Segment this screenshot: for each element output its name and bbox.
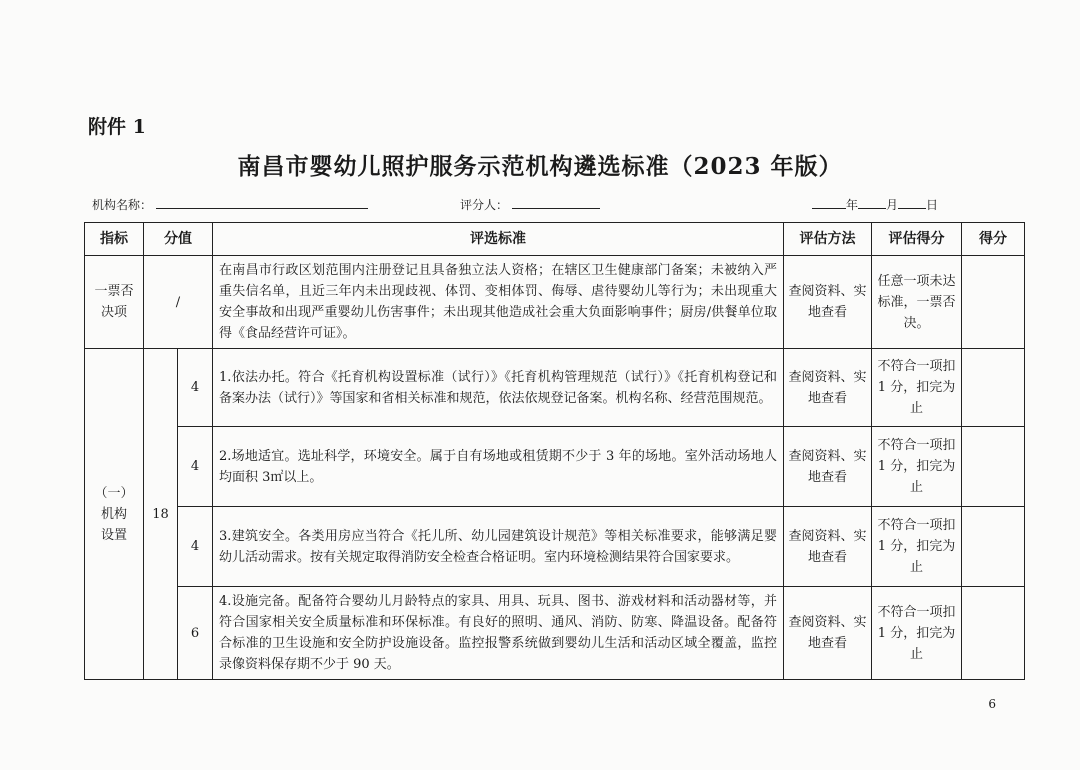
month-label: 月 [886,198,899,212]
month-blank [858,196,886,209]
day-label: 日 [926,198,939,212]
row-method: 查阅资料、实地查看 [784,349,872,427]
row-criteria: 3.建筑安全。各类用房应当符合《托儿所、幼儿园建筑设计规范》等相关标准要求，能够满足婴幼儿活动需求。按有关规定取得消防安全检查合格证明。室内环境检测结果符合国家要求。 [213,507,784,587]
table-row [85,587,1025,680]
row-points: 4 [178,507,213,587]
row-score-cell [962,427,1025,507]
veto-criteria: 在南昌市行政区划范围内注册登记且具备独立法人资格；在辖区卫生健康部门备案；未被纳入严重失信名单，且近三年内未出现歧视、体罚、变相体罚、侮辱、虐待婴幼儿等行为；未出现重大安全事故和出现严重婴幼儿伤害事件；未出现其他造成社会重大负面影响事件；厨房/供餐单位取得《食品经营许可证》。 [213,256,784,349]
veto-indicator: 一票否决项 [85,256,144,349]
row-method: 查阅资料、实地查看 [784,587,872,680]
date-field [812,196,938,213]
year-label: 年 [846,198,859,212]
header-score: 得分 [962,223,1025,256]
table-row [85,507,1025,587]
scorer-label: 评分人： [460,198,509,212]
year-blank [812,196,846,209]
row-evaluation: 不符合一项扣 1 分，扣完为止 [872,427,962,507]
org-name-field [92,196,368,213]
scorer-field [460,196,600,213]
scorer-blank [512,196,600,209]
header-points: 分值 [144,223,213,256]
veto-points: / [144,256,213,349]
table-row [85,427,1025,507]
row-score-cell [962,349,1025,427]
page-number: 6 [988,697,996,711]
section-title: 机构设置 [100,506,127,543]
row-points: 4 [178,349,213,427]
org-name-label: 机构名称： [92,198,153,212]
row-criteria: 2.场地适宜。选址科学，环境安全。属于自有场地或租赁期不少于 3 年的场地。室外活动场地人均面积 3㎡以上。 [213,427,784,507]
table-header-row [85,223,1025,256]
header-indicator: 指标 [85,223,144,256]
row-evaluation: 不符合一项扣 1 分，扣完为止 [872,349,962,427]
row-score-cell [962,507,1025,587]
header-method: 评估方法 [784,223,872,256]
header-criteria: 评选标准 [213,223,784,256]
veto-row [85,256,1025,349]
row-criteria: 4.设施完备。配备符合婴幼儿月龄特点的家具、用具、玩具、图书、游戏材料和活动器材等，并符合国家相关安全质量标准和环保标准。有良好的照明、通风、消防、防寒、降温设备。配备符合标准的卫生设施和安全防护设施设备。监控报警系统做到婴幼儿生活和活动区域全覆盖，监控录像资料保存期不少于 90 天。 [213,587,784,680]
row-points: 6 [178,587,213,680]
row-method: 查阅资料、实地查看 [784,427,872,507]
row-criteria: 1.依法办托。符合《托育机构设置标准（试行）》《托育机构管理规范（试行）》《托育机构登记和备案办法（试行）》等国家和省相关标准和规范，依法依规登记备案。机构名称、经营范围规范。 [213,349,784,427]
table-row [85,349,1025,427]
row-points: 4 [178,427,213,507]
veto-score-cell [962,256,1025,349]
document-title: 南昌市婴幼儿照护服务示范机构遴选标准（2023 年版） [237,153,843,180]
criteria-table [84,222,1025,680]
veto-method: 查阅资料、实地查看 [784,256,872,349]
section-number: （一） [94,485,134,501]
attachment-label: 附件 1 [88,116,146,138]
section-total-points: 18 [144,349,178,680]
veto-evaluation: 任意一项未达标准，一票否决。 [872,256,962,349]
row-evaluation: 不符合一项扣 1 分，扣完为止 [872,507,962,587]
header-evaluation: 评估得分 [872,223,962,256]
org-name-blank [156,196,368,209]
day-blank [898,196,926,209]
row-method: 查阅资料、实地查看 [784,507,872,587]
row-evaluation: 不符合一项扣 1 分，扣完为止 [872,587,962,680]
section-indicator [85,349,144,680]
row-score-cell [962,587,1025,680]
